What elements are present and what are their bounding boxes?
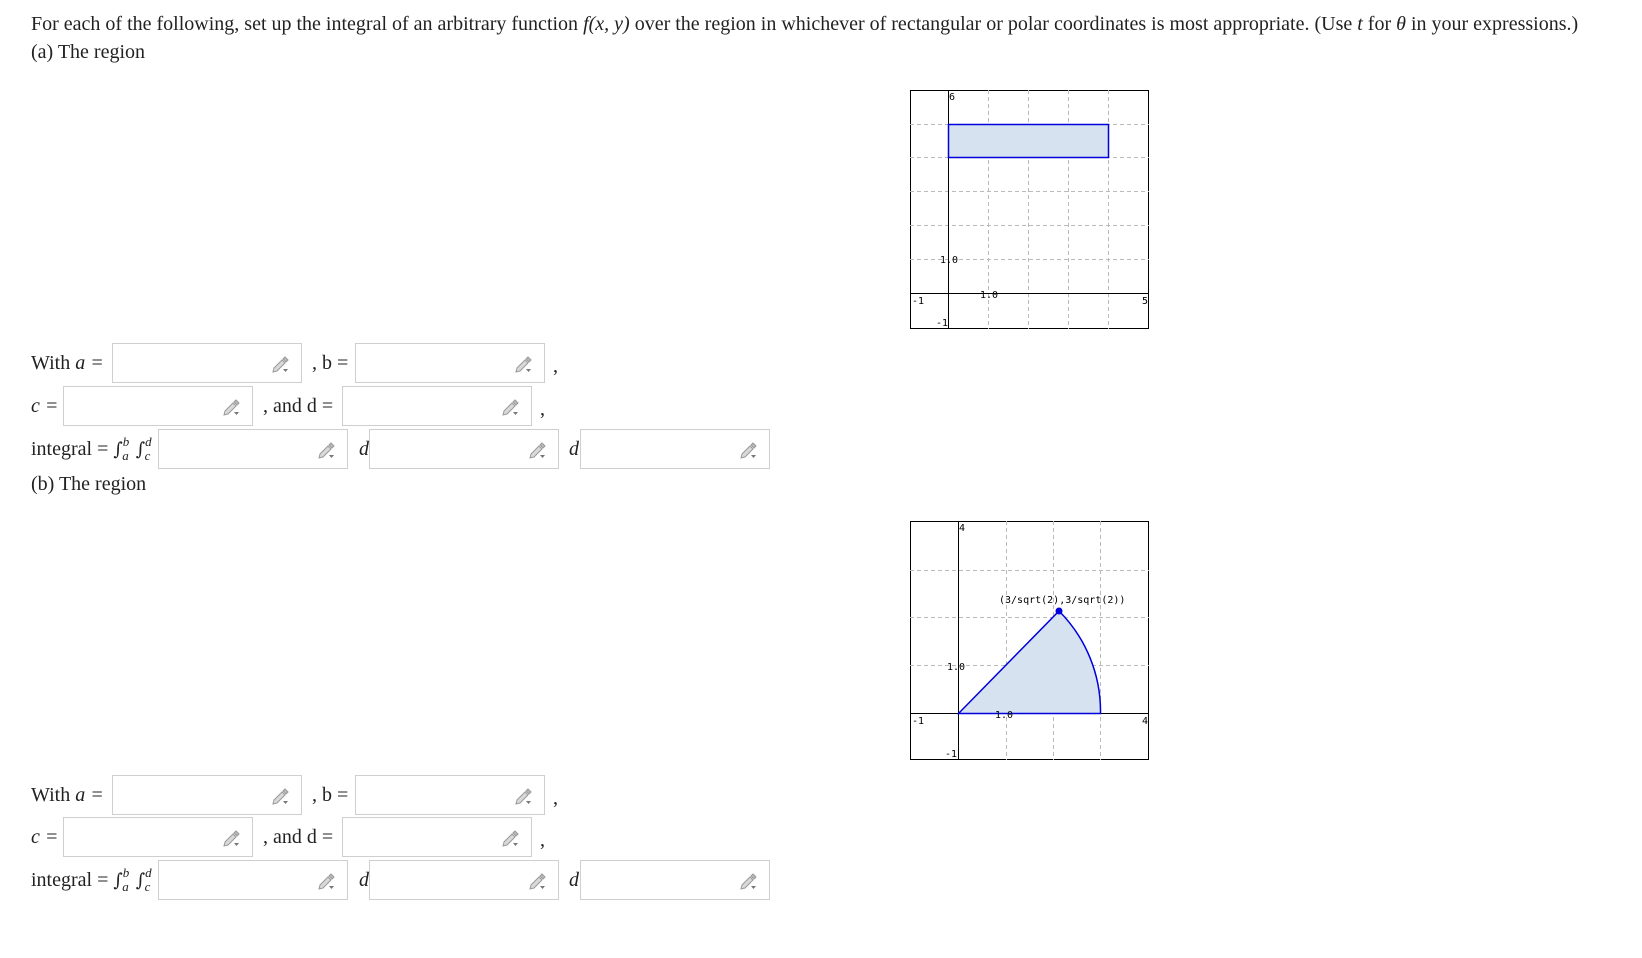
part-b-d-label: , and d = [263,826,334,848]
part-b-a-field[interactable] [113,776,277,814]
y-max-label: 4 [959,523,966,534]
x-min-label: -1 [912,296,925,307]
part-a-diff1-field[interactable] [370,430,534,468]
part-b-d-input[interactable] [342,817,532,857]
x-max-label: 5 [1142,296,1149,307]
prompt-function: f(x, y) [583,13,630,35]
part-a-b-field[interactable] [356,344,520,382]
part-b-integral-label: integral = ∫$^b_a$ ∫$^d_c$ [31,865,152,894]
part-a-d-label: , and d = [263,395,334,417]
differential-d-label: d [569,438,579,460]
pencil-dropdown-icon[interactable] [528,870,550,892]
prompt-variable-t: t [1357,13,1363,35]
comma: , [553,787,558,809]
comma: , [540,398,545,420]
y-tick-label: 1.0 [940,255,959,266]
part-a-c-field[interactable] [64,387,228,425]
part-b-c-label: c = [31,826,59,848]
pencil-dropdown-icon[interactable] [501,396,523,418]
prompt-text-middle: over the region in whichever of rectangular or polar coordinates is most appropriate. (Use [629,13,1358,35]
pencil-dropdown-icon[interactable] [501,827,523,849]
part-a-graph [910,90,1150,330]
part-a-diff2-input[interactable] [580,429,770,469]
pencil-dropdown-icon[interactable] [271,353,293,375]
part-b-diff2-input[interactable] [580,860,770,900]
pencil-dropdown-icon[interactable] [528,439,550,461]
part-b-diff2-field[interactable] [581,861,745,899]
comma: , [540,829,545,851]
part-a-integral-label: integral = ∫$^b_a$ ∫$^d_c$ [31,434,152,463]
point-label: (3/sqrt(2),3/sqrt(2)) [999,595,1126,606]
part-a-c-label: c = [31,395,59,417]
part-a-heading: (a) The region [31,41,146,63]
part-b-integrand-input[interactable] [158,860,348,900]
comma: , [553,355,558,377]
pencil-dropdown-icon[interactable] [317,439,339,461]
x-max-label: 4 [1142,716,1149,727]
region-corner-point [1056,608,1063,615]
part-b-heading: (b) The region [31,473,147,495]
x-min-label: -1 [912,716,925,727]
pencil-dropdown-icon[interactable] [222,827,244,849]
prompt-text-for: for [1362,13,1397,35]
part-a-b-input[interactable] [355,343,545,383]
part-a-c-input[interactable] [63,386,253,426]
x-tick-label: 1.0 [980,290,999,301]
part-a-b-label: , b = [312,352,349,374]
pencil-dropdown-icon[interactable] [739,870,761,892]
prompt-variable-theta: θ [1396,13,1406,35]
part-a-d-input[interactable] [342,386,532,426]
part-a-with-label: With a = [31,352,104,374]
part-b-a-input[interactable] [112,775,302,815]
part-b-graph [910,521,1150,761]
part-b-with-label: With a = [31,784,104,806]
part-a-a-input[interactable] [112,343,302,383]
pencil-dropdown-icon[interactable] [514,785,536,807]
pencil-dropdown-icon[interactable] [271,785,293,807]
y-min-label: -1 [936,318,949,329]
y-max-label: 6 [949,92,956,103]
prompt-text-end: in your expressions.) [1405,13,1579,35]
part-b-diff1-input[interactable] [369,860,559,900]
x-tick-label: 1.0 [995,710,1014,721]
part-b-integrand-field[interactable] [159,861,323,899]
pencil-dropdown-icon[interactable] [514,353,536,375]
region-rectangle [949,125,1109,158]
pencil-dropdown-icon[interactable] [739,439,761,461]
y-tick-label: 1.0 [947,662,966,673]
part-b-diff1-field[interactable] [370,861,534,899]
part-a-d-field[interactable] [343,387,507,425]
part-a-diff1-input[interactable] [369,429,559,469]
part-b-b-label: , b = [312,784,349,806]
differential-d-label: d [359,438,369,460]
differential-d-label: d [359,869,369,891]
part-a-diff2-field[interactable] [581,430,745,468]
part-b-c-input[interactable] [63,817,253,857]
part-a-integrand-input[interactable] [158,429,348,469]
part-a-a-field[interactable] [113,344,277,382]
y-min-label: -1 [945,749,958,760]
pencil-dropdown-icon[interactable] [317,870,339,892]
part-a-integrand-field[interactable] [159,430,323,468]
pencil-dropdown-icon[interactable] [222,396,244,418]
part-b-c-field[interactable] [64,818,228,856]
problem-prompt [31,12,1578,36]
prompt-text-start: For each of the following, set up the integral of an arbitrary function [31,13,584,35]
part-b-b-input[interactable] [355,775,545,815]
differential-d-label: d [569,869,579,891]
part-b-d-field[interactable] [343,818,507,856]
part-b-b-field[interactable] [356,776,520,814]
